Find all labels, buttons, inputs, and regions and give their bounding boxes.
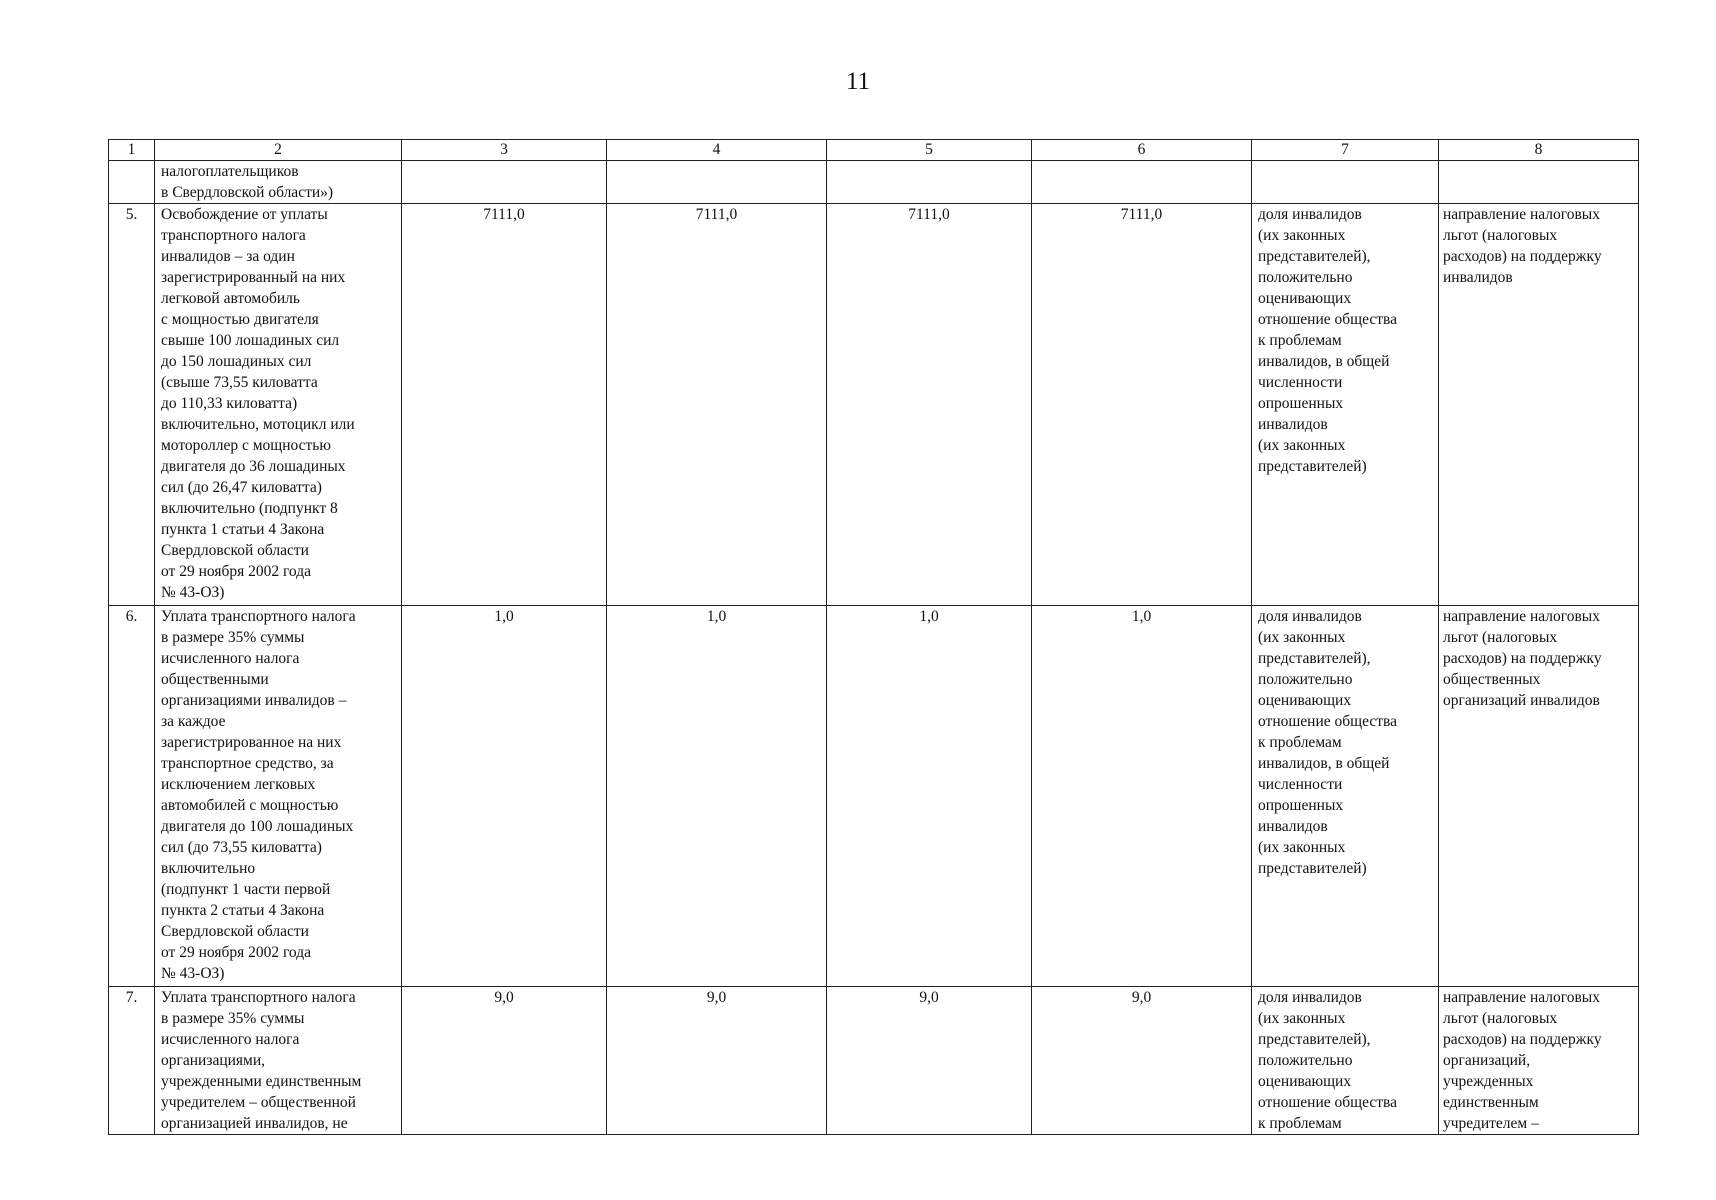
- column-header: 4: [607, 140, 827, 161]
- column-header: 5: [827, 140, 1032, 161]
- indicator-cell: доля инвалидов (их законных представителей), положительно оценивающих отношение общества к проблемам инвалидов, в общей численности опрошенных инвалидов (их законных представителей): [1252, 204, 1439, 606]
- value-cell: [607, 161, 827, 204]
- table-row: [109, 204, 1639, 606]
- indicator-cell: доля инвалидов (их законных представителей), положительно оценивающих отношение общества к проблемам инвалидов, в общей численности опрошенных инвалидов (их законных представителей): [1252, 606, 1439, 987]
- value-cell: 7111,0: [402, 204, 607, 606]
- value-cell: 1,0: [607, 606, 827, 987]
- benefit-description: Освобождение от уплаты транспортного налога инвалидов – за один зарегистрированный на них легковой автомобиль с мощностью двигателя свыше 100 лошадиных сил до 150 лошадиных сил (свыше 73,55 киловатта до 110,33 киловатта) включительно, мотоцикл или мотороллер с мощностью двигателя до 36 лошадиных сил (до 26,47 киловатта) включительно (подпункт 8 пункта 1 статьи 4 Закона Свердловской области от 29 ноября 2002 года № 43-ОЗ): [155, 204, 402, 606]
- value-cell: 1,0: [402, 606, 607, 987]
- value-cell: [827, 161, 1032, 204]
- benefits-table: [108, 139, 1639, 1135]
- value-cell: [1032, 161, 1252, 204]
- value-cell: 7111,0: [827, 204, 1032, 606]
- page-number: 11: [845, 68, 871, 95]
- benefit-description: налогоплательщиков в Свердловской области»): [155, 161, 402, 204]
- value-cell: [402, 161, 607, 204]
- row-number: [109, 161, 155, 204]
- value-cell: 1,0: [827, 606, 1032, 987]
- column-header: 2: [155, 140, 402, 161]
- value-cell: 1,0: [1032, 606, 1252, 987]
- column-header-row: [109, 140, 1639, 161]
- column-header: 8: [1439, 140, 1639, 161]
- value-cell: 9,0: [1032, 987, 1252, 1135]
- column-header: 3: [402, 140, 607, 161]
- value-cell: 7111,0: [607, 204, 827, 606]
- table-row: [109, 161, 1639, 204]
- row-number: 5.: [109, 204, 155, 606]
- column-header: 1: [109, 140, 155, 161]
- value-cell: 7111,0: [1032, 204, 1252, 606]
- direction-cell: направление налоговых льгот (налоговых расходов) на поддержку организаций, учрежденных единственным учредителем –: [1439, 987, 1639, 1135]
- table-row: [109, 987, 1639, 1135]
- column-header: 6: [1032, 140, 1252, 161]
- direction-cell: направление налоговых льгот (налоговых расходов) на поддержку общественных организаций инвалидов: [1439, 606, 1639, 987]
- indicator-cell: доля инвалидов (их законных представителей), положительно оценивающих отношение общества к проблемам: [1252, 987, 1439, 1135]
- value-cell: 9,0: [827, 987, 1032, 1135]
- value-cell: 9,0: [607, 987, 827, 1135]
- benefit-description: Уплата транспортного налога в размере 35% суммы исчисленного налога общественными организациями инвалидов – за каждое зарегистрированное на них транспортное средство, за исключением легковых автомобилей с мощностью двигателя до 100 лошадиных сил (до 73,55 киловатта) включительно (подпункт 1 части первой пункта 2 статьи 4 Закона Свердловской области от 29 ноября 2002 года № 43-ОЗ): [155, 606, 402, 987]
- row-number: 6.: [109, 606, 155, 987]
- indicator-cell: [1252, 161, 1439, 204]
- direction-cell: направление налоговых льгот (налоговых расходов) на поддержку инвалидов: [1439, 204, 1639, 606]
- benefit-description: Уплата транспортного налога в размере 35% суммы исчисленного налога организациями, учрежденными единственным учредителем – общественной организацией инвалидов, не: [155, 987, 402, 1135]
- table-row: [109, 606, 1639, 987]
- row-number: 7.: [109, 987, 155, 1135]
- direction-cell: [1439, 161, 1639, 204]
- value-cell: 9,0: [402, 987, 607, 1135]
- column-header: 7: [1252, 140, 1439, 161]
